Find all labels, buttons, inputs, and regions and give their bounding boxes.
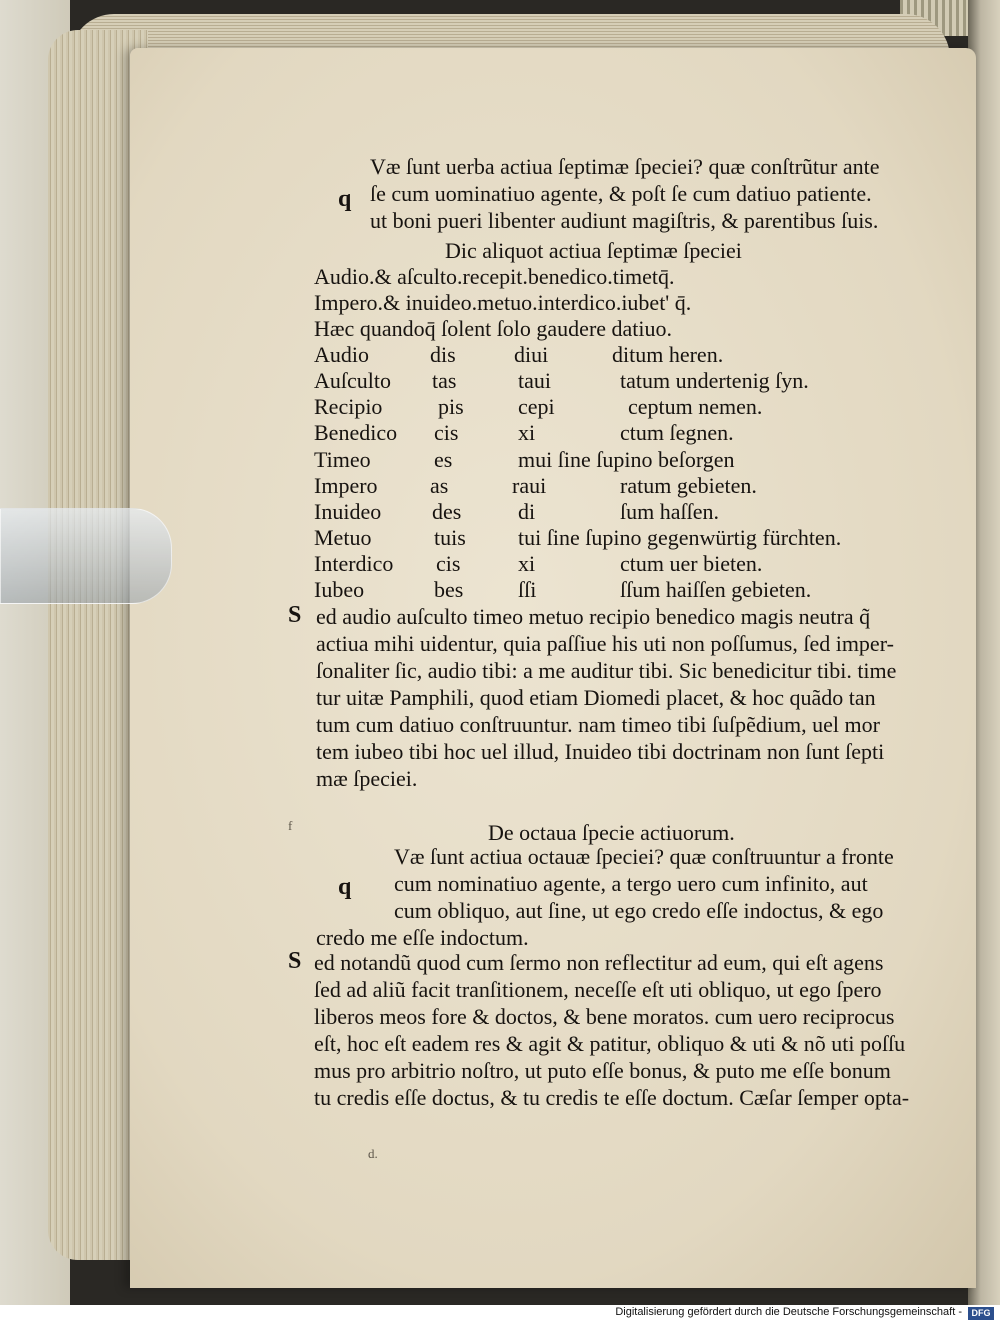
verb-cell: Interdico <box>314 551 394 576</box>
perfect-cell: raui <box>512 473 547 498</box>
supine-cell: tatum undertenig ſyn. <box>620 368 809 393</box>
text-line: tem iubeo tibi hoc uel illud, Inuideo tibi doctrinam non ſunt ſepti <box>316 739 885 764</box>
perfect-cell: xi <box>518 420 536 445</box>
form-cell: dis <box>430 342 456 367</box>
text-line: tu credis eſſe doctus, & tu credis te eſſe doctum. Cæſar ſemper opta- <box>314 1085 910 1110</box>
text-line: tum cum datiuo conſtruuntur. nam timeo tibi ſuſpẽdium, uel mor <box>316 712 880 737</box>
text-line: liberos meos fore & doctos, & bene moratos. cum uero reciprocus <box>314 1004 895 1029</box>
text-line: ſonaliter ſic, audio tibi: a me auditur tibi. Sic benedicitur tibi. time <box>316 658 897 683</box>
text-line: ed notandũ quod cum ſermo non reflectitur ad eum, qui eſt agens <box>314 950 884 975</box>
form-cell: es <box>434 447 453 472</box>
text-line: ed audio auſculto timeo metuo recipio benedico magis neutra q̃ <box>316 604 871 629</box>
perfect-cell: tui ſine ſupino gegenwürtig fürchten. <box>518 525 842 550</box>
supine-cell: ctum ſegnen. <box>620 420 734 445</box>
text-line: credo me eſſe indoctum. <box>316 925 529 950</box>
subheading: Dic aliquot actiua ſeptimæ ſpeciei <box>445 238 742 263</box>
drop-initial: S <box>288 948 302 974</box>
verb-cell: Inuideo <box>314 499 382 524</box>
form-cell: bes <box>434 577 464 602</box>
supine-cell: ctum uer bieten. <box>620 551 763 576</box>
text-line: eſt, hoc eſt eadem res & agit & patitur, obliquo & uti & nõ uti poſſu <box>314 1031 906 1056</box>
text-line: cum nominatiuo agente, a tergo uero cum infinito, aut <box>394 871 868 896</box>
perfect-cell: ſſi <box>518 577 537 602</box>
supine-cell: ſum haſſen. <box>620 499 719 524</box>
funding-credit: Digitalisierung gefördert durch die Deutsche Forschungsgemeinschaft - <box>615 1306 962 1318</box>
verb-cell: Audio <box>314 342 369 367</box>
form-cell: cis <box>436 551 461 576</box>
perfect-cell: di <box>518 499 536 524</box>
perfect-cell: taui <box>518 368 551 393</box>
text-line: ſe cum uominatiuo agente, & poſt ſe cum datiuo patiente. <box>370 181 872 206</box>
text-line: ſed ad aliũ facit tranſitionem, neceſſe eſt uti obliquo, ut ego ſpero <box>314 977 882 1002</box>
verb-cell: Benedico <box>314 420 398 445</box>
form-cell: cis <box>434 420 459 445</box>
perfect-cell: xi <box>518 551 536 576</box>
verb-cell: Recipio <box>314 394 383 419</box>
verse-line: Impero.& inuideo.metuo.interdico.iubet' q̄. <box>314 290 692 315</box>
supine-cell: ceptum nemen. <box>628 394 763 419</box>
form-cell: tuis <box>434 525 466 550</box>
text-line: mæ ſpeciei. <box>316 766 418 791</box>
drop-initial: q <box>338 874 352 900</box>
supine-cell: ſſum haiſſen gebieten. <box>620 577 812 602</box>
supine-cell: ditum heren. <box>612 342 724 367</box>
verb-cell: Timeo <box>314 447 371 472</box>
supine-cell: ratum gebieten. <box>620 473 757 498</box>
section-heading: De octaua ſpecie actiuorum. <box>488 820 735 845</box>
footer-bar <box>0 1305 1000 1323</box>
verse-line: Hæc quandoq̄ ſolent ſolo gaudere datiuo. <box>314 316 673 341</box>
text-line: ut boni pueri libenter audiunt magiſtris, & parentibus ſuis. <box>370 208 879 233</box>
bottom-mark: d. <box>368 1146 378 1161</box>
text-line: Væ ſunt actiua octauæ ſpeciei? quæ conſtruuntur a fronte <box>394 844 894 869</box>
text-line: cum obliquo, aut ſine, ut ego credo eſſe indoctus, & ego <box>394 898 884 923</box>
perfect-cell: mui ſine ſupino beſorgen <box>518 447 735 472</box>
verb-cell: Metuo <box>314 525 372 550</box>
form-cell: tas <box>432 368 457 393</box>
drop-initial: q <box>338 186 352 212</box>
text-line: mus pro arbitrio noſtro, ut puto eſſe bonus, & puto me eſſe bonum <box>314 1058 891 1083</box>
form-cell: as <box>430 473 449 498</box>
text-line: actiua mihi uidentur, quia paſſiue his uti non poſſumus, ſed imper- <box>316 631 894 656</box>
verb-cell: Auſculto <box>314 368 391 393</box>
perfect-cell: cepi <box>518 394 555 419</box>
text-line: tur uitæ Pamphili, quod etiam Diomedi placet, & hoc quãdo tan <box>316 685 876 710</box>
text-line: Væ ſunt uerba actiua ſeptimæ ſpeciei? quæ conſtrũtur ante <box>370 154 880 179</box>
marginal-mark: f <box>288 818 293 833</box>
verse-line: Audio.& aſculto.recepit.benedico.timetq̄. <box>314 264 675 289</box>
perfect-cell: diui <box>514 342 549 367</box>
verb-cell: Iubeo <box>314 577 365 602</box>
form-cell: des <box>432 499 462 524</box>
verb-cell: Impero <box>314 473 378 498</box>
dfg-logo: DFG <box>968 1307 994 1320</box>
drop-initial: S <box>288 602 302 628</box>
form-cell: pis <box>438 394 464 419</box>
glass-page-holder <box>0 508 172 604</box>
